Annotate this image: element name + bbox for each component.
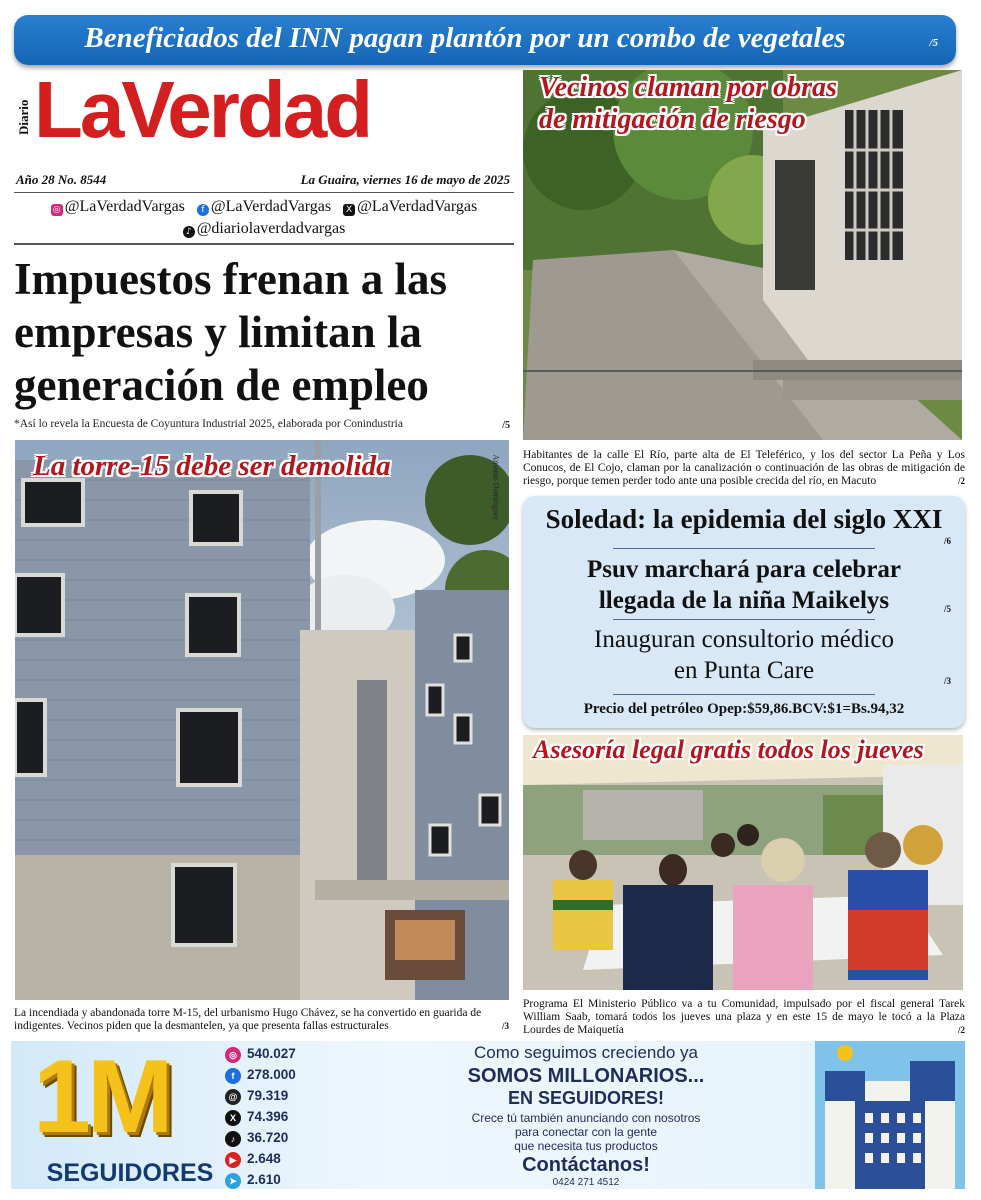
ad-contact[interactable]: Contáctanos! (522, 1154, 650, 1176)
ad-stat-value: 74.396 (247, 1109, 289, 1124)
ad-line4 (351, 1111, 821, 1153)
top-banner-headline: Beneficiados del INN pagan plantón por un combo de vegetales (84, 22, 846, 54)
ad-stat-instagram (221, 1045, 321, 1066)
summary-divider (613, 548, 875, 549)
masthead-prefix: Diario (16, 99, 31, 135)
social-handle: @LaVerdadVargas (210, 198, 332, 215)
summary-item-consultorio[interactable] (523, 624, 965, 686)
asesoria-caption-text: Programa El Ministerio Público va a tu Comunidad, impulsado por el fiscal general Tarek William Saab, tomará todos los jueves una plaza y en este 15 de mayo le tocó a la Plaza Lourdes de Maiquetía (523, 998, 965, 1036)
tower-page-ref: /3 (501, 1021, 509, 1031)
ad-stat-youtube (221, 1150, 321, 1171)
followers-ad[interactable] (11, 1041, 965, 1189)
top-banner-page: /5 (929, 37, 938, 49)
tower-caption-text: La incendiada y abandonada torre M-15, del urbanismo Hugo Chávez, se ha convertido en guarida de indigentes. Vecinos piden que la desmantelen, ya que presenta fallas estructurales (14, 1007, 482, 1032)
asesoria-caption (523, 998, 965, 1037)
vecinos-caption (523, 449, 965, 488)
summary-divider (613, 619, 875, 620)
masthead-logo: LaVerdad (34, 65, 371, 154)
tiktok-icon: ♪ (183, 226, 195, 238)
summary-item3-line2: en Punta Care (673, 657, 815, 684)
ad-seguidores: SEGUIDORES (46, 1159, 214, 1187)
telegram-icon: ➤ (225, 1173, 241, 1189)
ad-line2: SOMOS MILLONARIOS... (467, 1065, 705, 1087)
ad-stat-tiktok (221, 1129, 321, 1150)
summary-item2-line2: llegada de la niña Maikelys (598, 587, 890, 614)
masthead-bottom-rule (14, 243, 514, 245)
summary-item-soledad[interactable]: Soledad: la epidemia del siglo XXI (545, 504, 943, 534)
instagram-icon: ◎ (51, 204, 63, 216)
summary-item1-page: /6 (943, 536, 951, 546)
summary-item3-line1: Inauguran consultorio médico (594, 626, 894, 653)
vecinos-title (539, 72, 837, 136)
main-subhead-text: *Así lo revela la Encuesta de Coyuntura Industrial 2025, elaborada por Conindustria (14, 418, 403, 430)
vecinos-photo[interactable] (523, 70, 962, 440)
tower-title: La torre-15 debe ser demolida (33, 450, 391, 482)
ad-stats (221, 1045, 321, 1189)
photo-credit: Antonio Domínguez (492, 454, 501, 520)
x-icon: X (343, 204, 355, 216)
main-subhead (14, 418, 514, 430)
asesoria-page-ref: /2 (957, 1025, 965, 1035)
ad-line3: EN SEGUIDORES! (507, 1088, 665, 1108)
ad-stat-facebook (221, 1066, 321, 1087)
asesoria-photo[interactable] (523, 735, 963, 990)
ad-stat-value: 540.027 (247, 1046, 296, 1061)
facebook-icon: f (225, 1068, 241, 1084)
ad-line4a: Crece tú también anunciando con nosotros (471, 1111, 701, 1125)
ad-stat-value: 278.000 (247, 1067, 296, 1082)
ad-message (351, 1043, 821, 1188)
masthead-rule (14, 192, 514, 193)
ad-stat-value: 2.610 (247, 1172, 281, 1187)
castle-graphic (815, 1041, 965, 1189)
social-x[interactable] (343, 196, 477, 218)
summary-item2-page: /5 (943, 604, 951, 614)
ad-stat-telegram (221, 1171, 321, 1189)
tower-caption (14, 1007, 509, 1033)
oil-price: Precio del petróleo Opep:$59,86.BCV:$1=Bs.94,32 (583, 701, 905, 717)
ad-stat-threads (221, 1087, 321, 1108)
x-icon: X (225, 1110, 241, 1126)
ad-line4c: que necesita tus productos (514, 1139, 658, 1153)
ad-stat-x (221, 1108, 321, 1129)
social-handle: @LaVerdadVargas (64, 198, 185, 215)
vecinos-title-line1: Vecinos claman por obras (539, 72, 837, 103)
top-banner[interactable] (14, 15, 956, 65)
vecinos-title-line2: de mitigación de riesgo (539, 104, 806, 135)
ad-line1: Como seguimos creciendo ya (474, 1043, 698, 1062)
ad-line4b: para conectar con la gente (514, 1125, 658, 1139)
ad-stat-value: 79.319 (247, 1088, 289, 1103)
summary-box (523, 496, 965, 728)
social-facebook[interactable] (197, 196, 331, 218)
main-page-ref: /5 (502, 420, 510, 431)
ad-1m-graphic: 1M (33, 1041, 170, 1155)
vecinos-caption-text: Habitantes de la calle El Río, parte alta de El Teleférico, y los del sector La Peña y Los Conucos, de El Cojo, claman por la canalización o continuación de las obras de mitigación de riesgo, porque temen perder todo ante una posible crecida del río, en Macuto (523, 449, 965, 487)
youtube-icon: ▶ (225, 1152, 241, 1168)
threads-icon: @ (225, 1089, 241, 1105)
main-headline[interactable]: Impuestos frenan a las empresas y limitan la generación de empleo (14, 254, 447, 410)
instagram-icon: ◎ (225, 1047, 241, 1063)
social-tiktok[interactable] (183, 218, 346, 240)
vecinos-page-ref: /2 (957, 476, 965, 486)
social-handle: @diariolaverdadvargas (196, 220, 346, 237)
summary-item3-page: /3 (943, 676, 951, 686)
issue-line (16, 172, 510, 188)
ad-stat-value: 2.648 (247, 1151, 281, 1166)
tiktok-icon: ♪ (225, 1131, 241, 1147)
tower-photo[interactable] (15, 440, 509, 1000)
asesoria-title: Asesoría legal gratis todos los jueves (533, 735, 924, 764)
issue-date: La Guaira, viernes 16 de mayo de 2025 (300, 172, 510, 187)
social-handles (14, 196, 514, 240)
social-handle: @LaVerdadVargas (357, 198, 478, 215)
summary-item2-line1: Psuv marchará para celebrar (586, 556, 902, 583)
summary-divider (613, 694, 875, 695)
ad-phone: 0424 271 4512 (552, 1177, 620, 1188)
issue-number: Año 28 No. 8544 (16, 172, 107, 187)
social-instagram[interactable] (51, 196, 185, 218)
ad-stat-value: 36.720 (247, 1130, 289, 1145)
summary-item-psuv[interactable] (523, 554, 965, 616)
facebook-icon: f (197, 204, 209, 216)
